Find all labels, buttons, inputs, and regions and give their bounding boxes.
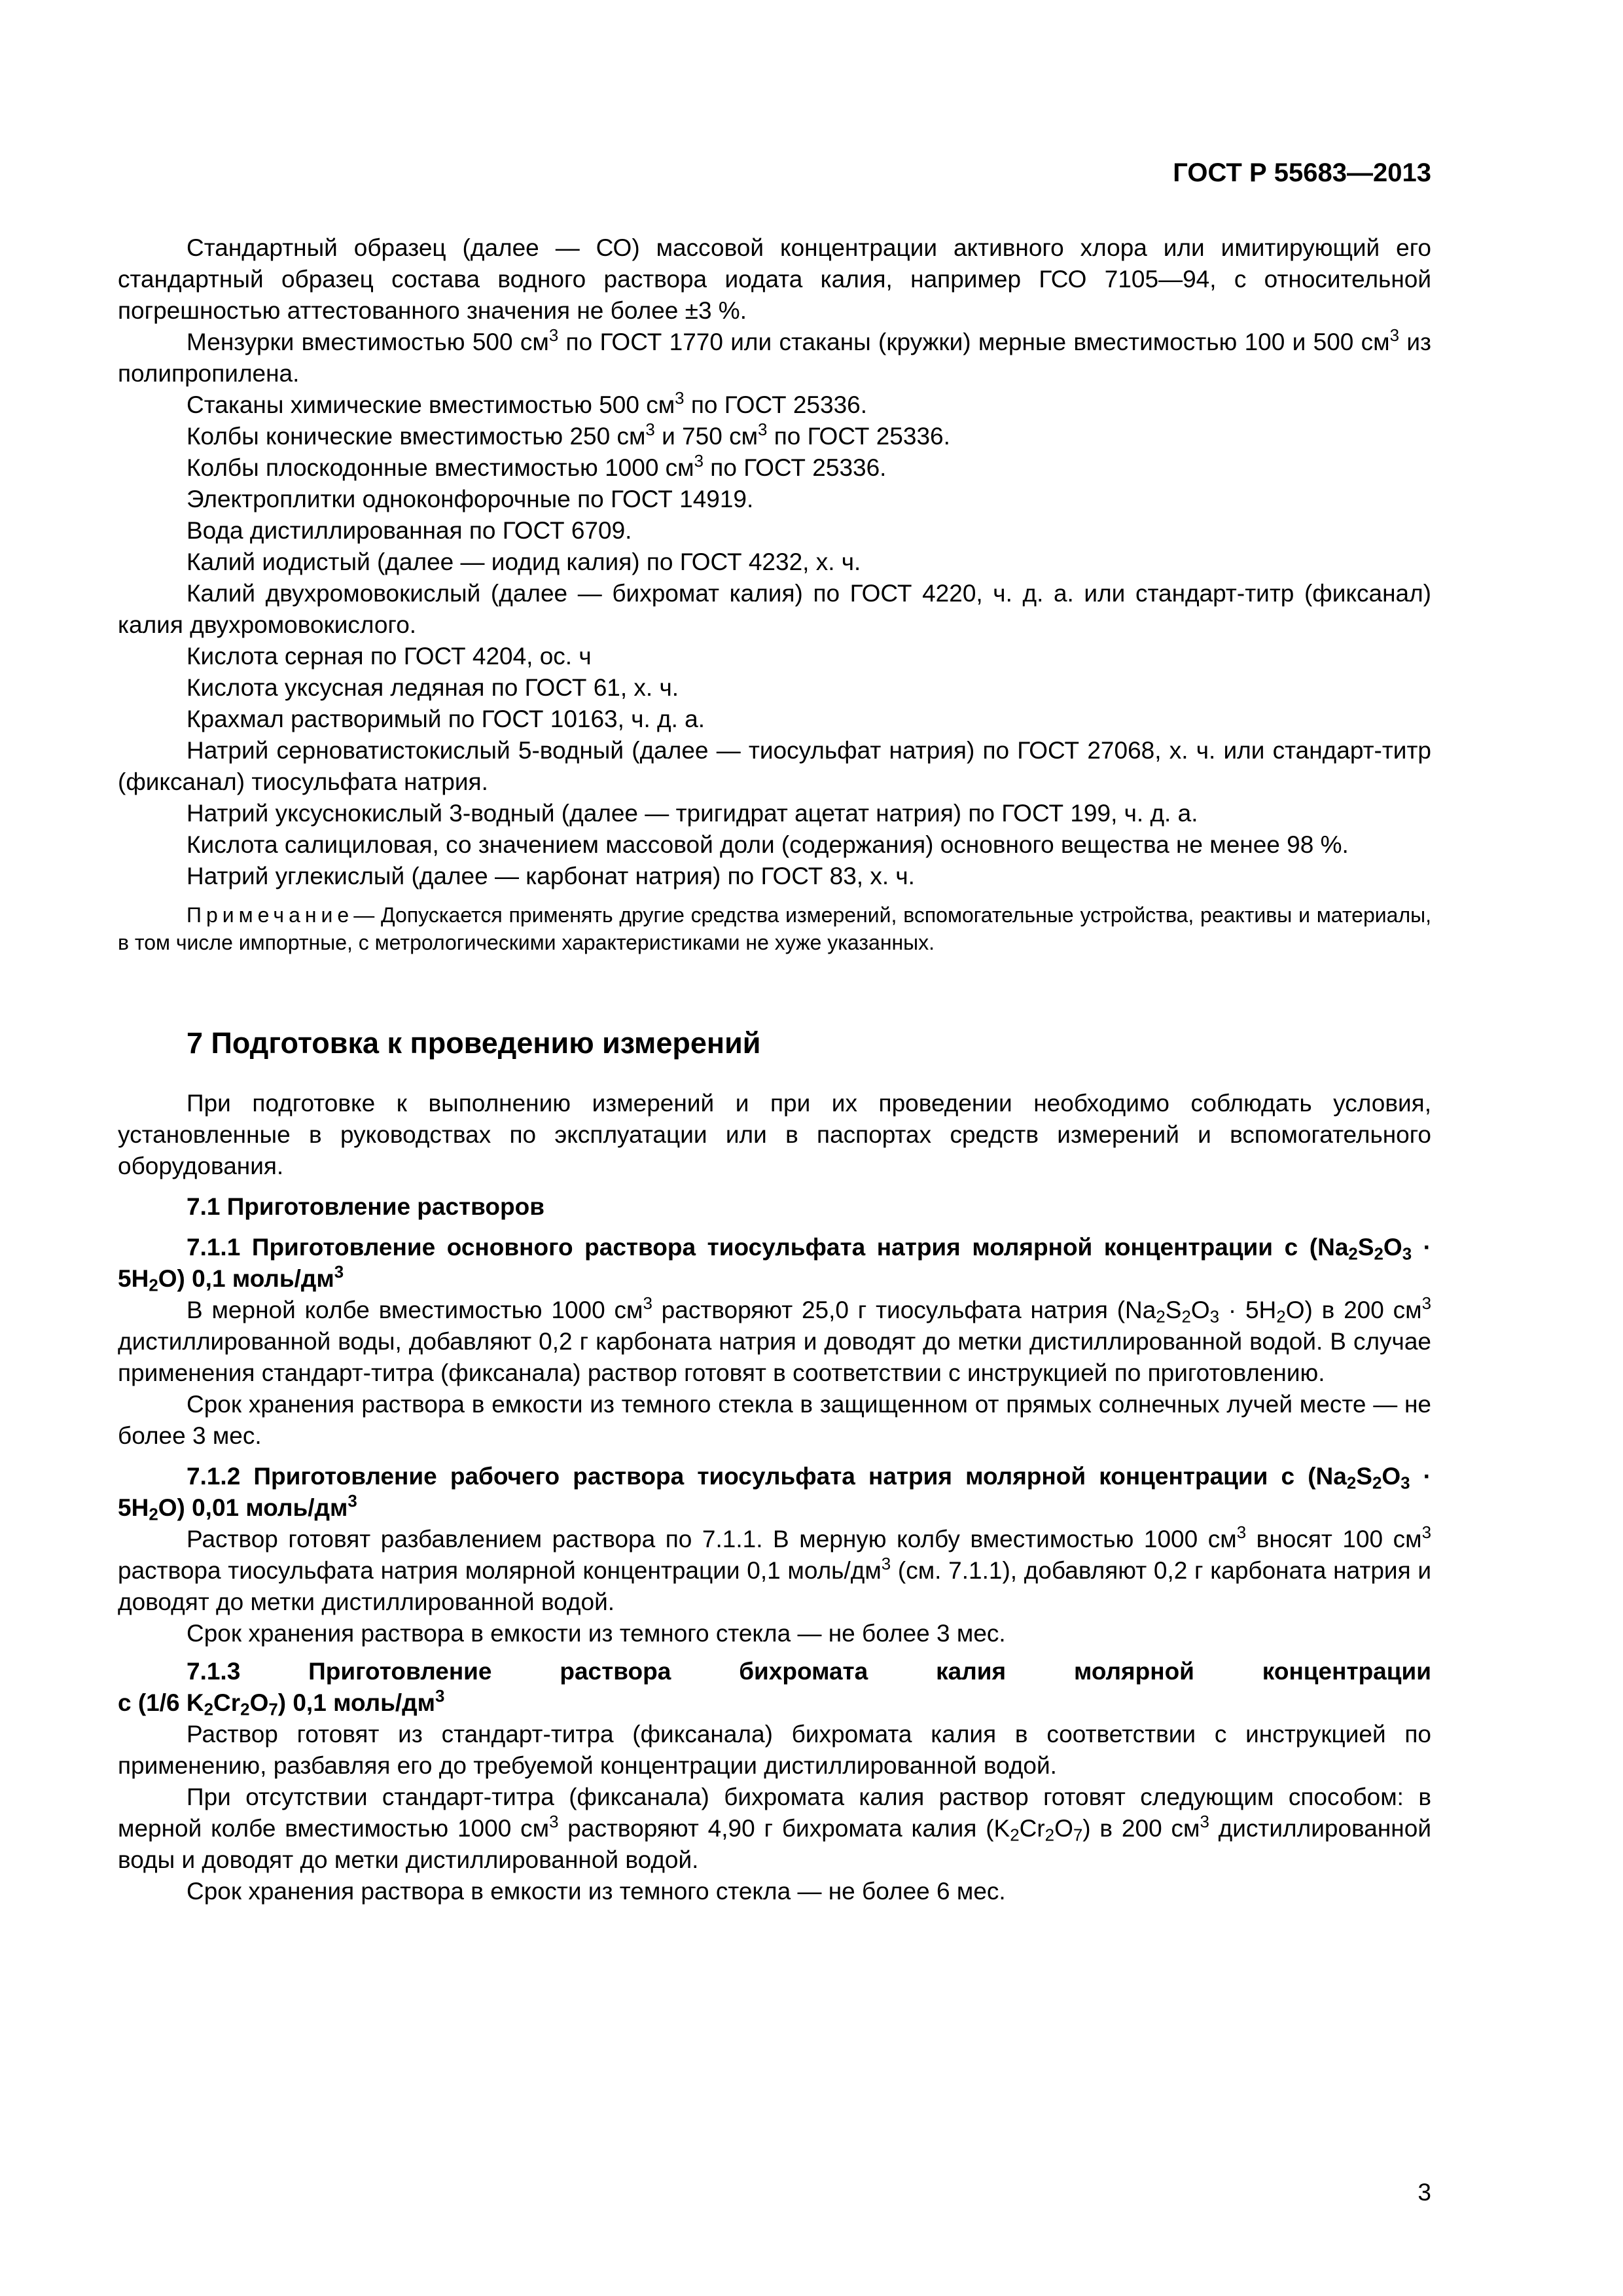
list-item: Крахмал растворимый по ГОСТ 10163, ч. д. а.: [187, 706, 705, 732]
list-item: Кислота серная по ГОСТ 4204, ос. ч: [187, 643, 592, 670]
list-item: Стаканы химические вместимостью 500 $см^3$ по ГОСТ 25336.: [187, 389, 868, 418]
list-item: Натрий уксуснокислый 3-водный (далее — тригидрат ацетат натрия) по ГОСТ 199, ч. д. а.: [187, 800, 1198, 827]
list-item: Натрий углекислый (далее — карбонат натрия) по ГОСТ 83, х. ч.: [187, 863, 915, 889]
note: [118, 901, 1431, 956]
list-item: Колбы плоскодонные вместимостью 1000 $см^3$ по ГОСТ 25336.: [187, 452, 887, 481]
subsection-7-1-3-title-formula: с (1/6 $K_2Cr_2O_7$) 0,1 моль/$дм^3$: [118, 1687, 445, 1719]
subsection-7-1-2-title: 7.1.2 Приготовление рабочего раствора тиосульфата натрия молярной концентрации с $(Na_2S_2O_3 \cdot 5H_2O)$ 0,01 моль/$дм^3$: [118, 1463, 1431, 1524]
list-item: Колбы конические вместимостью 250 $см^3$ и 750 $см^3$ по ГОСТ 25336.: [187, 420, 950, 450]
list-item: Мензурки вместимостью 500 $см^3$ по ГОСТ 1770 или стаканы (кружки) мерные вместимостью 100 и 500 $см^3$ из полипропилена.: [118, 326, 1431, 387]
paragraph: Срок хранения раствора в емкости из темного стекла в защищенном от прямых солнечных лучей месте — не более 3 мес.: [118, 1391, 1431, 1449]
list-item: Натрий серноватистокислый 5-водный (далее — тиосульфат натрия) по ГОСТ 27068, х. ч. или стандарт-титр (фиксанал) тиосульфата натрия.: [118, 737, 1431, 795]
equipment-list: [118, 232, 1431, 892]
list-item: Вода дистиллированная по ГОСТ 6709.: [187, 517, 632, 544]
page-content: [118, 232, 1431, 1907]
section-7-title: 7 Подготовка к проведению измерений: [187, 1026, 761, 1060]
subsection-7-1-title: 7.1 Приготовление растворов: [187, 1193, 544, 1220]
paragraph: При отсутствии стандарт-титра (фиксанала) бихромата калия раствор готовят следующим способом: в мерной колбе вместимостью 1000 $см^3$ растворяют 4,90 г бихромата калия $(K_2Cr_2O_7)$ в 200 $см^3$ дистиллированной воды и доводят до метки дистиллированной водой.: [118, 1784, 1431, 1873]
page-number: 3: [1418, 2179, 1431, 2206]
list-item: Электроплитки одноконфорочные по ГОСТ 14919.: [187, 486, 754, 512]
list-item: Кислота салициловая, со значением массовой доли (содержания) основного вещества не менее 98 %.: [187, 831, 1349, 858]
paragraph: Срок хранения раствора в емкости из темного стекла — не более 6 мес.: [187, 1878, 1006, 1905]
paragraph: Раствор готовят разбавлением раствора по 7.1.1. В мерную колбу вместимостью 1000 $см^3$ вносят 100 $см^3$ раствора тиосульфата натрия молярной концентрации 0,1 моль/$дм^3$ (см. 7.1.1), добавляют 0,2 г карбоната натрия и доводят до метки дистиллированной водой.: [118, 1523, 1431, 1615]
paragraph: Раствор готовят из стандарт-титра (фиксанала) бихромата калия в соответствии с инструкцией по применению, разбавляя его до требуемой концентрации дистиллированной водой.: [118, 1721, 1431, 1779]
list-item: Стандартный образец (далее — СО) массовой концентрации активного хлора или имитирующий его стандартный образец состава водного раствора иодата калия, например ГСО 7105—94, с относительной погрешностью аттестованного значения не более ±3 %.: [118, 234, 1431, 324]
list-item: Калий иодистый (далее — иодид калия) по ГОСТ 4232, х. ч.: [187, 548, 861, 575]
note-text: — Допускается применять другие средства измерений, вспомогательные устройства, реактивы и материалы, в том числе импортные, с метрологическими характеристиками не хуже указанных.: [118, 903, 1431, 954]
list-item: Кислота уксусная ледяная по ГОСТ 61, х. ч.: [187, 674, 679, 701]
subsection-7-1-1-title: 7.1.1 Приготовление основного раствора тиосульфата натрия молярной концентрации с $(Na_2S_2O_3 \cdot 5H_2O)$ 0,1 моль/$дм^3$: [118, 1234, 1431, 1295]
subsection-7-1-3-title: 7.1.3 Приготовление раствора бихромата калия молярной концентрации: [187, 1658, 1431, 1685]
paragraph: В мерной колбе вместимостью 1000 $см^3$ растворяют 25,0 г тиосульфата натрия $(Na_2S_2O_3 \cdot 5H_2O)$ в 200 $см^3$ дистиллированной воды, добавляют 0,2 г карбоната натрия и доводят до метки дистиллированной водой. В случае применения стандарт-титра (фиксанала) раствор готовят в соответствии с инструкцией по приготовлению.: [118, 1294, 1431, 1386]
standard-number-header: ГОСТ Р 55683—2013: [1173, 158, 1431, 187]
list-item: Калий двухромовокислый (далее — бихромат калия) по ГОСТ 4220, ч. д. а. или стандарт-титр (фиксанал) калия двухромовокислого.: [118, 580, 1431, 638]
section-7-intro: При подготовке к выполнению измерений и при их проведении необходимо соблюдать условия, установленные в руководствах по эксплуатации или в паспортах средств измерений и вспомогательного оборудования.: [118, 1090, 1431, 1179]
note-label: Примечание: [187, 903, 354, 927]
paragraph: Срок хранения раствора в емкости из темного стекла — не более 3 мес.: [187, 1620, 1006, 1647]
